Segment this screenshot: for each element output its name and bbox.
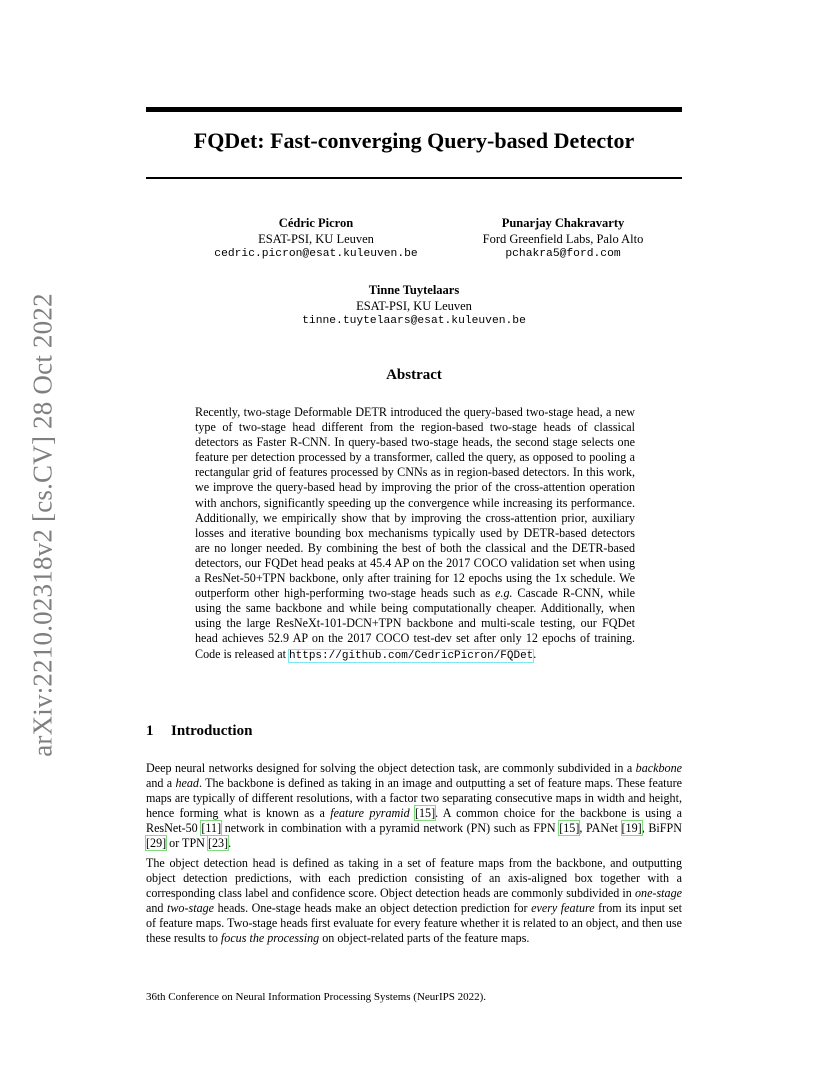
author-email[interactable]: tinne.tuytelaars@esat.kuleuven.be [302, 315, 526, 327]
citation-link[interactable]: [11] [201, 821, 222, 836]
paper-title: FQDet: Fast-converging Query-based Detector [193, 128, 635, 153]
author-email[interactable]: cedric.picron@esat.kuleuven.be [214, 248, 418, 260]
citation-link[interactable]: [15] [414, 806, 436, 821]
section-title: Introduction [171, 723, 253, 739]
citation-link[interactable]: [29] [146, 836, 167, 851]
author-affiliation: ESAT-PSI, KU Leuven [258, 231, 374, 246]
title-top-rule [146, 107, 682, 112]
citation-link[interactable]: [19] [621, 821, 642, 836]
author-affiliation: ESAT-PSI, KU Leuven [356, 298, 472, 313]
title-bottom-rule [146, 177, 682, 179]
section-heading [146, 723, 252, 740]
author-email[interactable]: pchakra5@ford.com [505, 248, 621, 260]
author-name: Tinne Tuytelaars [368, 283, 460, 297]
citation-link[interactable]: [23] [207, 836, 229, 851]
author-name: Cédric Picron [278, 216, 354, 230]
abstract-heading: Abstract [386, 367, 442, 383]
conference-footnote: 36th Conference on Neural Information Processing Systems (NeurIPS 2022). [146, 991, 487, 1003]
section-number: 1 [146, 723, 154, 739]
intro-paragraph-1: Deep neural networks designed for solving the object detection task, are commonly subdivided in a backbone and a head. The backbone is defined as taking in an image and outputting a set of feature maps. These feature maps are typically of different resolutions, with a factor two separating consecutive maps in width and height, hence forming what is known as a feature pyramid [15]. A common choice for the backbone is using a ResNet-50 [11] network in combination with a pyramid network (PN) such as FPN [15], PANet [19], BiFPN [29] or TPN [23]. [146, 761, 682, 851]
author-name: Punarjay Chakravarty [501, 216, 625, 230]
citation-link[interactable]: [15] [559, 821, 580, 836]
intro-paragraph-2: The object detection head is defined as taking in a set of feature maps from the backbone, and outputting object detection predictions, with each prediction consisting of an axis-aligned box together with a corresponding class label and confidence score. Object detection heads are commonly subdivided in one-stage and two-stage heads. One-stage heads make an object detection prediction for every feature from its input set of feature maps. Two-stage heads first evaluate for every feature whether it is related to an object, and then use these results to focus the processing on object-related parts of the feature maps. [146, 856, 682, 946]
author-block-1 [196, 216, 436, 263]
code-link[interactable]: https://github.com/CedricPicron/FQDet [289, 649, 534, 662]
author-block-3 [264, 283, 564, 330]
author-block-2 [443, 216, 683, 263]
author-affiliation: Ford Greenfield Labs, Palo Alto [482, 231, 644, 246]
arxiv-side-stamp: arXiv:2210.02318v2 [cs.CV] 28 Oct 2022 [27, 293, 58, 757]
abstract-text: Recently, two-stage Deformable DETR introduced the query-based two-stage head, a new type of two-stage head different from the region-based two-stage heads of classical detectors as Faster R-CNN. In query-based two-stage heads, the second stage selects one feature per detection processed by a transformer, called the query, as opposed to pooling a rectangular grid of features processed by CNNs as in region-based detectors. In this work, we improve the query-based head by improving the prior of the cross-attention operation with anchors, significantly speeding up the convergence while increasing its performance. Additionally, we empirically show that by improving the cross-attention prior, auxiliary losses and iterative bounding box mechanisms typically used by DETR-based detectors are no longer needed. By combining the best of both the classical and the DETR-based detectors, our FQDet head peaks at 45.4 AP on the 2017 COCO validation set when using a ResNet-50+TPN backbone, only after training for 12 epochs using the 1x schedule. We outperform other high-performing two-stage heads such as e.g. Cascade R-CNN, while using the same backbone and while being computationally cheaper. Additionally, when using the large ResNeXt-101-DCN+TPN backbone and multi-scale testing, our FQDet head achieves 52.9 AP on the 2017 COCO test-dev set after only 12 epochs of training. Code is released at https://github.com/CedricPicron/FQDet. [195, 405, 635, 662]
